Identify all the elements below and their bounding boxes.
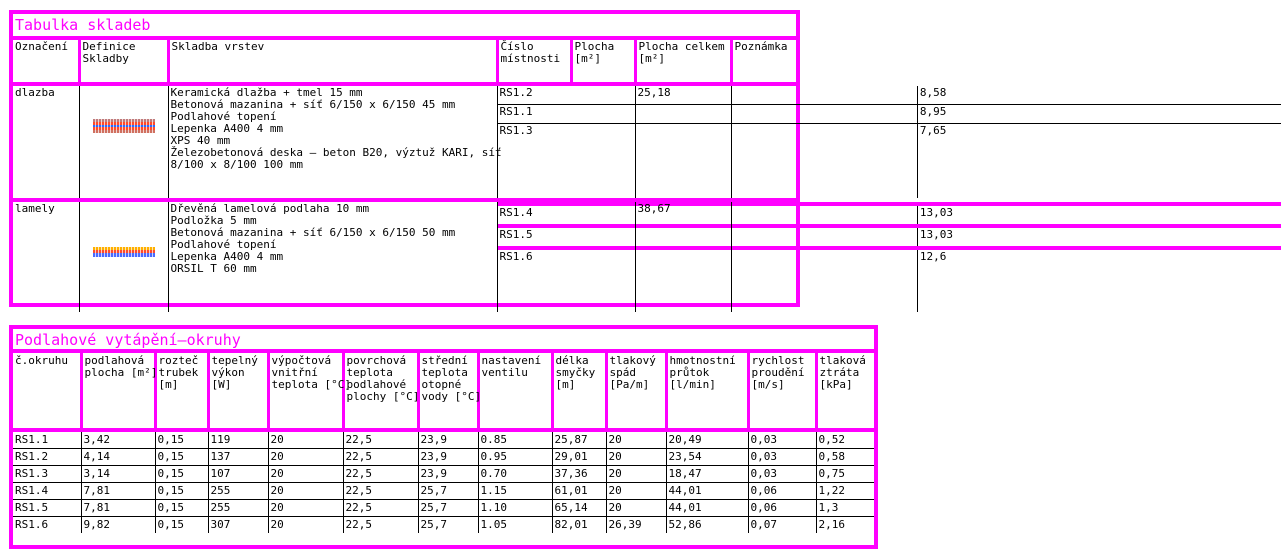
- header-plocha-celkem: Plocha celkem [m²]: [635, 40, 731, 84]
- row-definition: [79, 200, 168, 312]
- row-total: 38,67: [635, 200, 731, 312]
- circuit-cell: RS1.4: [13, 483, 81, 500]
- circuit-cell: RS1.2: [13, 449, 81, 466]
- circuit-cell: 137: [208, 449, 268, 466]
- circuit-cell: 22,5: [343, 483, 418, 500]
- circuit-cell: 0,03: [748, 449, 816, 466]
- header-definice: Definice Skladby: [79, 40, 168, 84]
- row-label: dlazba: [15, 86, 55, 99]
- layer-text: ORSIL T 60 mm: [170, 262, 257, 275]
- header-vykon: tepelný výkon [W]: [208, 353, 268, 430]
- table-row: [13, 500, 874, 517]
- circuit-cell: 29,01: [552, 449, 606, 466]
- circuit-cell: 2,16: [816, 517, 874, 534]
- header-spad: tlakový spád [Pa/m]: [606, 353, 666, 430]
- composition-table: [13, 40, 953, 312]
- circuit-cell: 1.10: [478, 500, 552, 517]
- layer-text: Podlahové topení: [170, 110, 277, 123]
- room-area: 7,65: [919, 124, 947, 137]
- circuit-cell: 0,06: [748, 483, 816, 500]
- header-skladba: Skladba vrstev: [168, 40, 497, 84]
- circuit-cell: 23,54: [666, 449, 748, 466]
- circuit-cell: RS1.1: [15, 433, 49, 446]
- header-oznaceni: Označení: [15, 40, 68, 53]
- circuit-cell: 23,9: [418, 449, 478, 466]
- composition-header-row: [13, 40, 796, 84]
- circuit-cell: 26,39: [606, 517, 666, 534]
- layer-text: Betonová mazanina + síť 6/150 x 6/150 45 mm: [170, 98, 456, 111]
- room-area-subtable: [498, 202, 1281, 312]
- circuit-cell: 0,15: [155, 449, 208, 466]
- circuit-cell: 20: [606, 483, 666, 500]
- row-label: lamely: [13, 200, 79, 312]
- heating-circuits-body: [13, 430, 874, 533]
- circuit-cell: 0,52: [816, 430, 874, 449]
- circuit-cell: 25,7: [418, 517, 478, 534]
- table-row: [13, 430, 874, 449]
- circuit-cell: 1.05: [478, 517, 552, 534]
- circuit-cell: 61,01: [552, 483, 606, 500]
- circuit-cell: 25,87: [552, 430, 606, 449]
- circuit-cell: 0,15: [155, 430, 208, 449]
- room-area: 13,03: [917, 226, 1280, 248]
- circuit-cell: 22,5: [343, 500, 418, 517]
- circuit-cell: 1,22: [816, 483, 874, 500]
- room-area: 8,58: [917, 86, 1280, 105]
- circuit-cell: 20: [606, 466, 666, 483]
- header-plocha: podlahová plocha [m²]: [81, 353, 155, 430]
- circuit-cell: 44,01: [666, 483, 748, 500]
- circuit-cell: 20: [268, 466, 343, 483]
- circuit-cell: 119: [208, 430, 268, 449]
- circuit-cell: 82,01: [552, 517, 606, 534]
- header-povrchova-teplota: povrchová teplota podlahové plochy [°C]: [343, 353, 418, 430]
- room-number: RS1.3: [498, 124, 918, 199]
- circuit-cell: 0,58: [816, 449, 874, 466]
- heating-circuits-panel: [9, 325, 878, 549]
- circuit-cell: 0,75: [816, 466, 874, 483]
- heating-header-row: [13, 353, 874, 430]
- circuit-cell: RS1.3: [13, 466, 81, 483]
- circuit-cell: 65,14: [552, 500, 606, 517]
- circuit-cell: 307: [208, 517, 268, 534]
- composition-table-panel: [9, 10, 953, 307]
- circuit-cell: 0,03: [748, 466, 816, 483]
- room-number: RS1.5: [498, 226, 918, 248]
- header-cislo: Číslo místnosti: [497, 40, 571, 84]
- room-number: RS1.1: [498, 105, 918, 124]
- circuit-cell: 20: [606, 430, 666, 449]
- circuit-cell: 1.15: [478, 483, 552, 500]
- circuit-cell: 52,86: [666, 517, 748, 534]
- heating-circuits-title: Podlahové vytápění–okruhy: [13, 329, 874, 353]
- circuit-cell: 4,14: [81, 449, 155, 466]
- circuit-cell: 44,01: [666, 500, 748, 517]
- circuit-cell: 22,5: [343, 430, 418, 449]
- circuit-cell: 20: [268, 500, 343, 517]
- circuit-cell: 20,49: [666, 430, 748, 449]
- row-layers: [168, 84, 502, 200]
- circuit-cell: 0,15: [155, 517, 208, 534]
- circuit-cell: 20: [606, 449, 666, 466]
- table-row: [13, 483, 874, 500]
- circuit-cell: RS1.5: [13, 500, 81, 517]
- layer-text: Keramická dlažba + tmel 15 mm: [170, 86, 363, 99]
- circuit-cell: 0,15: [155, 466, 208, 483]
- circuit-cell: 255: [208, 483, 268, 500]
- circuit-cell: 23,9: [418, 430, 478, 449]
- room-number: RS1.6: [498, 248, 918, 312]
- composition-table-title: Tabulka skladeb: [13, 14, 796, 40]
- room-area: 8,95: [917, 105, 1280, 124]
- circuit-cell: 20: [268, 517, 343, 534]
- header-ventil: nastavení ventilu: [478, 353, 552, 430]
- circuit-cell: 22,5: [343, 449, 418, 466]
- circuit-cell: 25,7: [418, 483, 478, 500]
- layer-text: Podlahové topení: [170, 238, 277, 251]
- circuit-cell: 22,5: [343, 466, 418, 483]
- header-ztrata: tlaková ztráta [kPa]: [816, 353, 874, 430]
- circuit-cell: 7,81: [81, 483, 155, 500]
- header-roztec: rozteč trubek [m]: [155, 353, 208, 430]
- layer-text: Lepenka A400 4 mm: [170, 250, 284, 263]
- circuit-cell: 0.95: [478, 449, 552, 466]
- circuit-cell: 25,7: [418, 500, 478, 517]
- circuit-cell: 20: [606, 500, 666, 517]
- circuit-cell: 0,15: [155, 500, 208, 517]
- table-row: [13, 200, 796, 312]
- circuit-cell: RS1.6: [13, 517, 81, 534]
- table-row: [13, 517, 874, 534]
- circuit-cell: 0.70: [478, 466, 552, 483]
- row-note: [731, 84, 796, 200]
- table-row: [13, 449, 874, 466]
- layer-text: Lepenka A400 4 mm: [170, 122, 284, 135]
- layer-text: XPS 40 mm: [170, 134, 231, 147]
- lamel-layer-hatch-icon: [93, 247, 155, 257]
- header-okruh: č.okruhu: [15, 354, 68, 367]
- circuit-cell: 107: [208, 466, 268, 483]
- circuit-cell: 0.85: [478, 430, 552, 449]
- heating-circuits-table: [13, 353, 874, 533]
- circuit-cell: 7,81: [81, 500, 155, 517]
- circuit-cell: 0,03: [748, 430, 816, 449]
- circuit-cell: 255: [208, 500, 268, 517]
- room-area: 13,03: [917, 204, 1280, 226]
- circuit-cell: 20: [268, 430, 343, 449]
- circuit-cell: 0,06: [748, 500, 816, 517]
- room-number: RS1.4: [498, 204, 918, 226]
- header-rychlost: rychlost proudění [m/s]: [748, 353, 816, 430]
- circuit-cell: 9,82: [81, 517, 155, 534]
- row-definition: [79, 84, 168, 200]
- circuit-cell: 20: [268, 483, 343, 500]
- circuit-cell: 0,15: [155, 483, 208, 500]
- layer-text: Betonová mazanina + síť 6/150 x 6/150 50 mm: [170, 226, 456, 239]
- circuit-cell: 37,36: [552, 466, 606, 483]
- tile-layer-hatch-icon: [93, 119, 155, 133]
- circuit-cell: 22,5: [343, 517, 418, 534]
- circuit-cell: 0,07: [748, 517, 816, 534]
- layer-text: Železobetonová deska – beton B20, výztuž KARI, síť: [170, 146, 502, 159]
- header-plocha: Plocha [m²]: [571, 40, 635, 84]
- circuit-cell: 18,47: [666, 466, 748, 483]
- row-total: 25,18: [635, 84, 731, 200]
- header-poznamka: Poznámka: [731, 40, 796, 84]
- circuit-cell: 20: [268, 449, 343, 466]
- circuit-cell: 23,9: [418, 466, 478, 483]
- row-layers: [168, 200, 497, 312]
- circuit-cell: 1,3: [816, 500, 874, 517]
- row-note: [731, 200, 796, 312]
- header-stredni-teplota: střední teplota otopné vody [°C]: [418, 353, 478, 430]
- circuit-cell: 3,14: [81, 466, 155, 483]
- header-delka: délka smyčky [m]: [552, 353, 606, 430]
- layer-text: Dřevěná lamelová podlaha 10 mm: [170, 202, 370, 215]
- layer-text: Podložka 5 mm: [170, 214, 257, 227]
- circuit-cell: 3,42: [81, 430, 155, 449]
- layer-text: 8/100 x 8/100 100 mm: [170, 158, 303, 171]
- header-vnitrni-teplota: výpočtová vnitřní teplota [°C]: [268, 353, 343, 430]
- room-number: RS1.2: [498, 86, 918, 105]
- room-area: 12,6: [917, 248, 1280, 312]
- room-area-subtable: [498, 86, 1281, 198]
- table-row: [13, 84, 796, 200]
- header-prutok: hmotnostní průtok [l/min]: [666, 353, 748, 430]
- table-row: [13, 466, 874, 483]
